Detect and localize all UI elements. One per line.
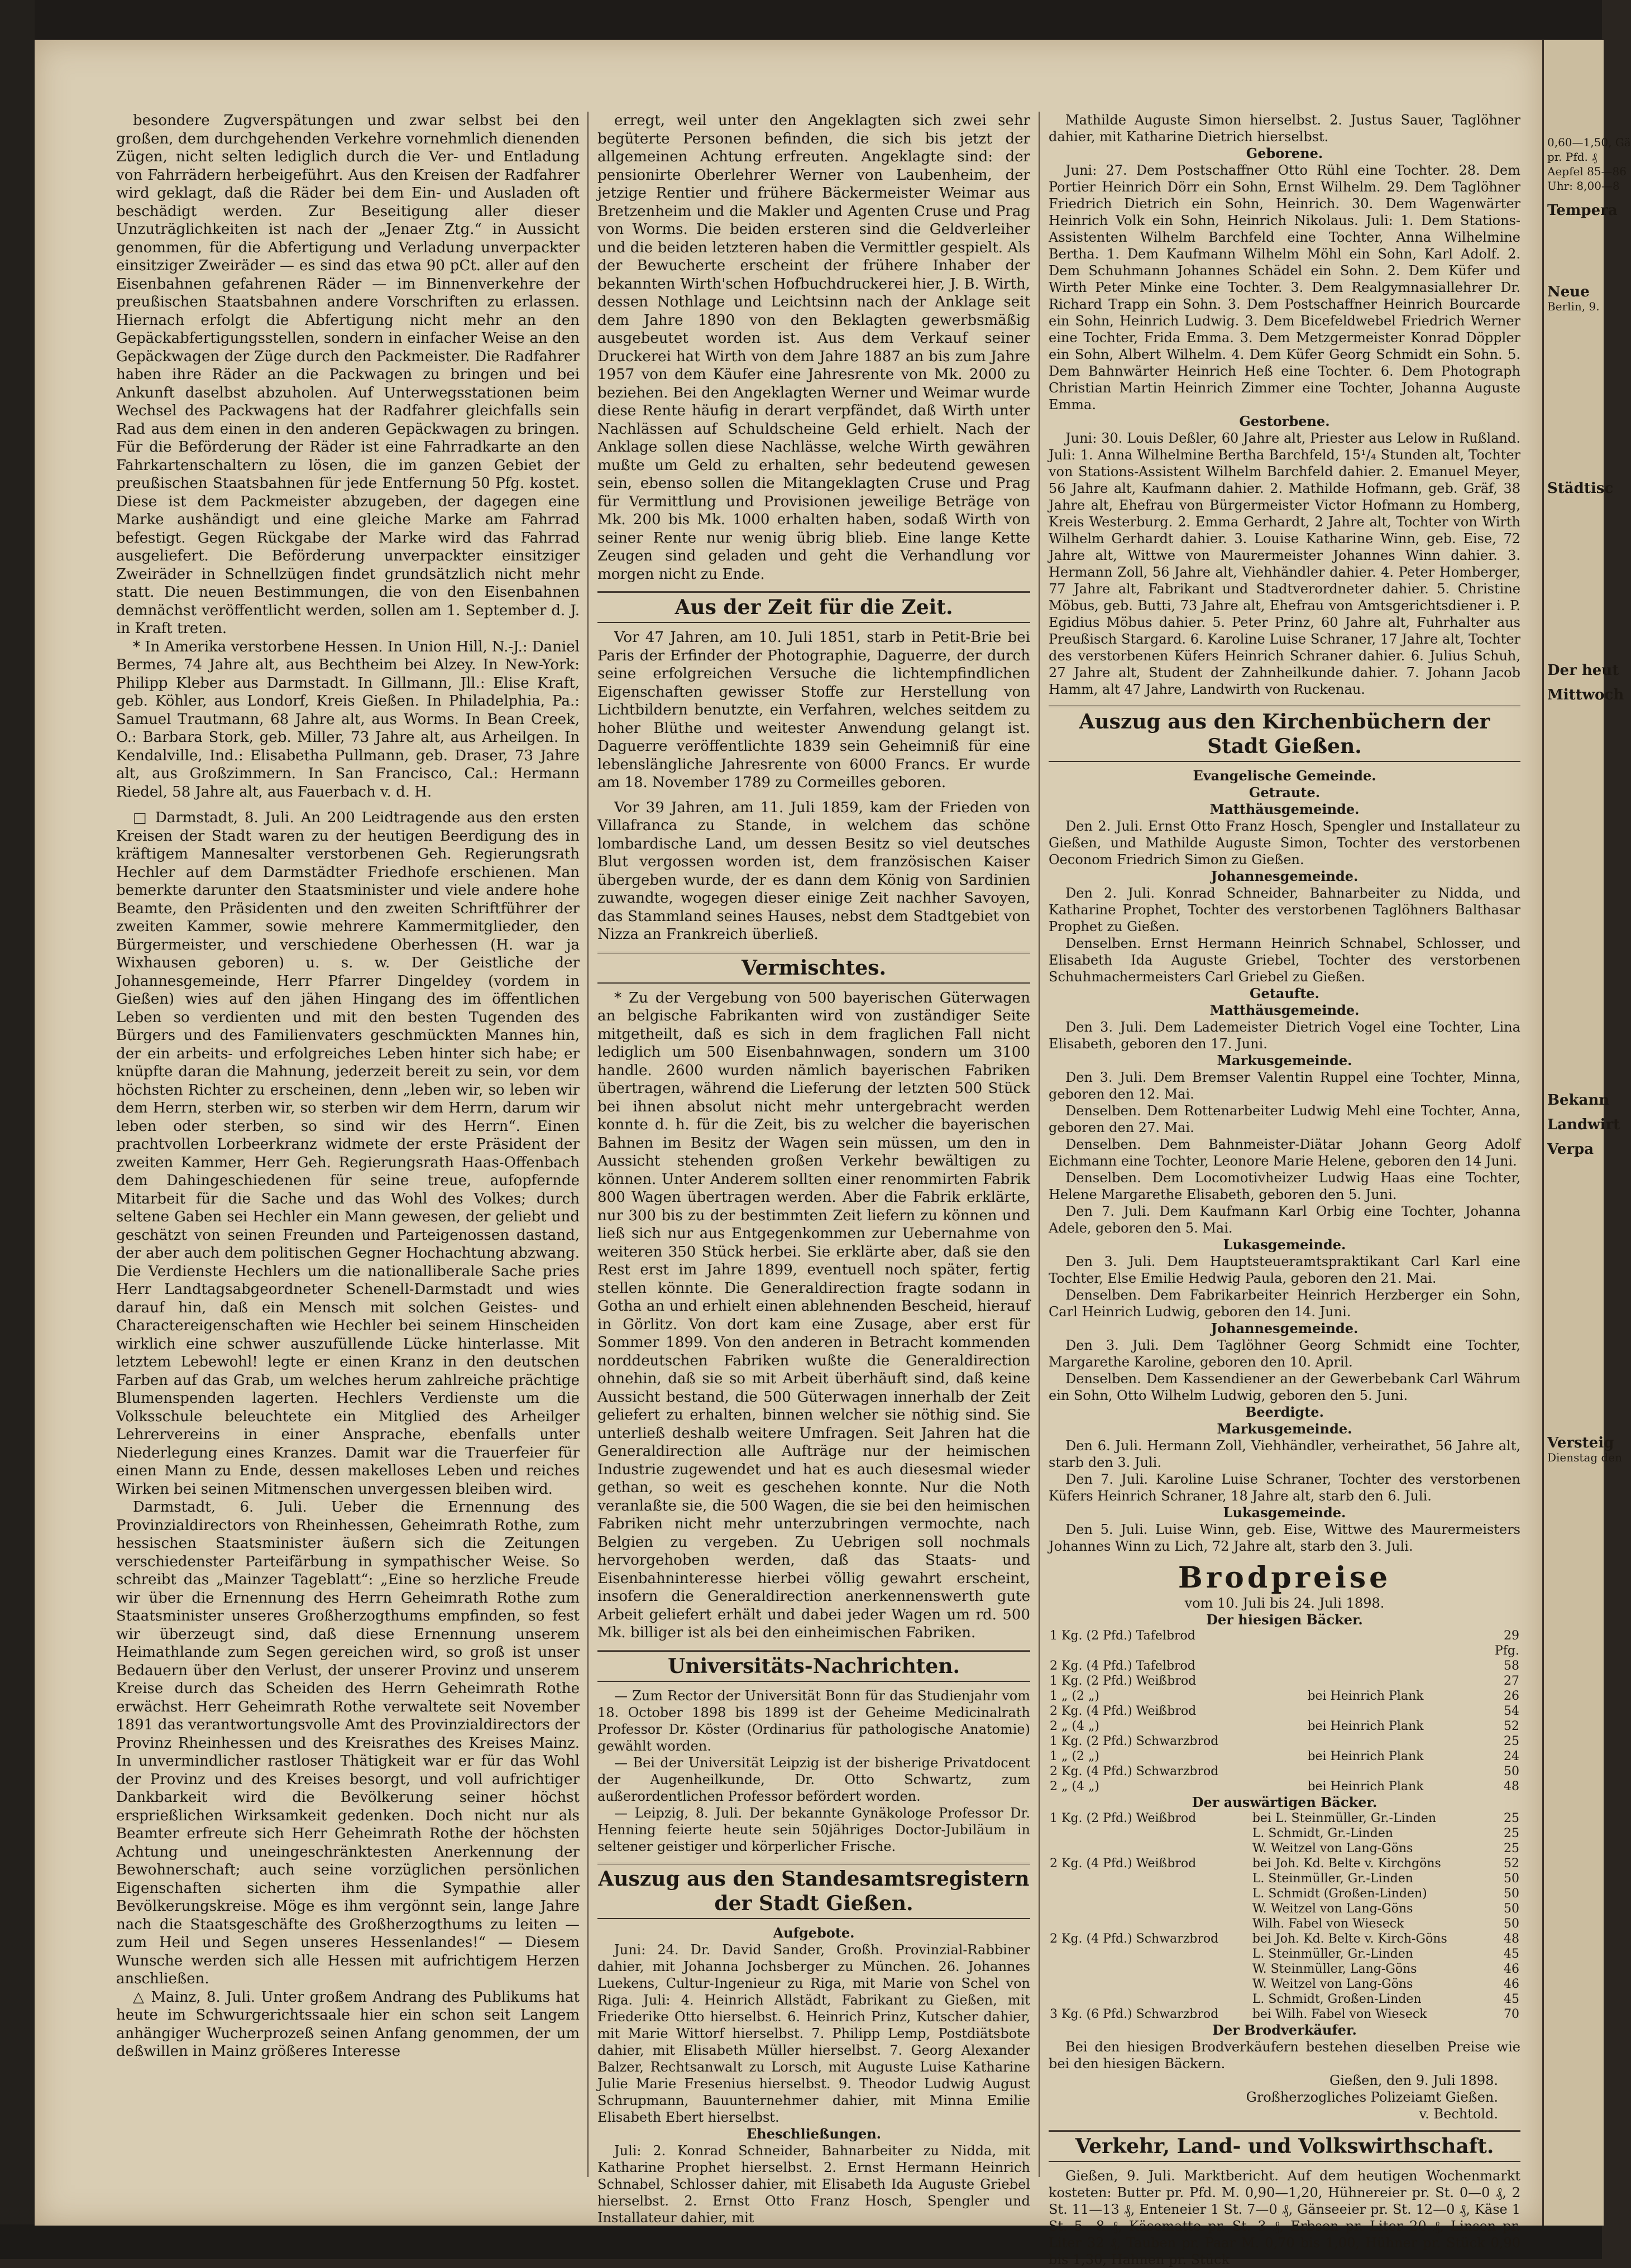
subheading: Markusgemeinde. [1217, 1421, 1352, 1437]
price-row [1049, 1674, 1520, 1689]
price-row [1049, 1811, 1520, 1826]
price-baker: L. Schmidt (Großen-Linden) [1252, 1887, 1427, 1901]
article-paragraph: Den 3. Juli. Dem Taglöhner Georg Schmidt eine Tochter, Margarethe Karoline, geboren den 10. April. [1049, 1337, 1520, 1370]
price-baker: bei Heinrich Plank [1307, 1719, 1424, 1733]
section-heading: Vermischtes. [597, 952, 1030, 984]
price-row [1049, 1719, 1520, 1734]
article-paragraph: * Zu der Vergebung von 500 bayerischen Güterwagen an belgische Fabrikanten wird von zuständiger Seite mitgetheilt, daß es sich in dem fraglichen Fall nicht lediglich um 500 Eisenbahnwagen, sondern um 3100 handle. 2600 wurden nämlich bayerischen Fabriken übertragen, während die Lieferung der letzten 500 Stück bei ihnen absolut nicht mehr untergebracht werden konnte d. h. für die Zeit, bis zu welcher die bayerischen Bahnen im Besitz der Wagen sein müssen, um den in Aussicht stehenden großen Verkehr bewältigen zu können. Unter Anderem sollten einer renommirten Fabrik 800 Wagen übertragen werden. Aber die Fabrik erklärte, nur 300 bis zu der bestimmten Zeit liefern zu können und ließ sich nur aus Entgegenkommen zur Uebernahme von weiteren 350 Stück herbei. Sie erklärte aber, daß sie den Rest erst im Jahre 1899, eventuell noch später, fertig stellen könnte. Die Generaldirection fragte sodann in Gotha an und erhielt einen ablehnenden Bescheid, hierauf in Görlitz. Von dort kam eine Zusage, aber erst für Sommer 1899. Von den anderen in Betracht kommenden norddeutschen Fabriken wußte die Generaldirection ohnehin, daß sie so mit Arbeit überhäuft sind, daß keine Aussicht bestand, die 500 Güterwagen innerhalb der Zeit geliefert zu erhalten, binnen welcher sie nöthig sind. Sie unterließ deshalb weitere Umfragen. Seit Jahren hat die Generaldirection alle Aufträge nur der heimischen Industrie zugewendet und hat es auch diesesmal wieder gethan, so weit es geschehen konnte. Nur die Noth veranlaßte sie, die 500 Wagen, die sie bei den heimischen Fabriken nicht mehr unterzubringen vermochte, nach Belgien zu vergeben. Zu Uebrigen soll nochmals hervorgehoben werden, daß das Staats- und Eisenbahninteresse hierbei völlig gewahrt erscheint, insofern die Generaldirection anerkennenswerth gute Arbeit geliefert erhält und dabei jeder Wagen um rd. 500 Mk. billiger ist als bei den einheimischen Fabriken. [597, 989, 1030, 1641]
price-item: 2 Kg. (4 Pfd.) Tafelbrod [1050, 1659, 1195, 1673]
price-row [1049, 1734, 1520, 1749]
price-value: 58 [1504, 1659, 1519, 1673]
subheading: Beerdigte. [1245, 1404, 1324, 1420]
price-row [1049, 1962, 1520, 1977]
subheading: Der Brodverkäufer. [1212, 2022, 1357, 2038]
price-value: 52 [1504, 1719, 1519, 1733]
price-baker: L. Schmidt, Gr.-Linden [1252, 1826, 1393, 1840]
signature-line: Gießen, den 9. Juli 1898. [1329, 2073, 1498, 2088]
edge-heading: Neue [1547, 284, 1590, 300]
edge-heading: Landwirt [1547, 1116, 1620, 1133]
price-item: 1 Kg. (2 Pfd.) Weißbrod [1050, 1811, 1197, 1825]
adjacent-page-strip [1542, 40, 1631, 2226]
price-row [1049, 1779, 1520, 1794]
price-item: 1 „ (2 „) [1050, 1689, 1099, 1703]
price-value: 46 [1504, 1962, 1519, 1976]
edge-text: Berlin, 9. [1547, 300, 1600, 313]
article-paragraph: Den 2. Juli. Ernst Otto Franz Hosch, Spengler und Installateur zu Gießen, und Mathilde Auguste Simon, Tochter des verstorbenen Oeconom Friedrich Simon zu Gießen. [1049, 818, 1520, 867]
price-value: 25 [1504, 1734, 1519, 1748]
signature-line: v. Bechtold. [1419, 2106, 1498, 2122]
article-paragraph: Bei den hiesigen Brodverkäufern bestehen dieselben Preise wie bei den hiesigen Bäckern. [1049, 2039, 1520, 2072]
article-paragraph: erregt, weil unter den Angeklagten sich zwei sehr begüterte Personen befinden, die sich bis jetzt der allgemeinen Achtung erfreuten. Angeklagte sind: der pensionirte Oberlehrer Werner von Laubenheim, der jetzige Rentier und frühere Bäckermeister Weimar aus Bretzenheim und die Makler und Agenten Cruse und Prag von Worms. Die beiden ersteren sind die Geldverleiher und die beiden letzteren haben die Vermittler gespielt. Als der Bewucherte erscheint der frühere Inhaber der bekannten Wirth'schen Hofbuchdruckerei hier, J. B. Wirth, dessen Nothlage und Leichtsinn nach der Anklage seit dem Jahre 1890 von den Beklagten gewerbsmäßig ausgebeutet worden ist. Aus dem Verkauf seiner Druckerei hat Wirth von dem Jahre 1887 an bis zum Jahre 1957 von dem Käufer eine Jahresrente von Mk. 2000 zu beziehen. Bei den Angeklagten Werner und Weimar wurde diese Rente häufig in derart verpfändet, daß Wirth unter Nachlässen auf Schuldscheine Geld erhielt. Nach der Anklage sollen diese Nachlässe, welche Wirth gewähren mußte um Geld zu erhalten, sehr bedeutend gewesen sein, ebenso sollen die Mitangeklagten Cruse und Prag für Vermittlung und Provisionen jeweilige Beträge von Mk. 200 bis Mk. 1000 erhalten haben, sodaß Wirth von seiner Rente nur wenig übrig blieb. Eine lange Kette Zeugen sind geladen und geht die Verhandlung vor morgen nicht zu Ende. [597, 112, 1030, 583]
price-value: 52 [1504, 1857, 1519, 1871]
subheading: Der hiesigen Bäcker. [1206, 1612, 1363, 1628]
price-row [1049, 2007, 1520, 2022]
section-heading: Universitäts-Nachrichten. [597, 1650, 1030, 1682]
edge-heading: Versteig [1547, 1435, 1614, 1451]
section-heading: Auszug aus den Kirchenbüchern der Stadt Gießen. [1049, 706, 1520, 762]
price-row [1049, 1992, 1520, 2007]
subheading: Gestorbene. [1239, 413, 1330, 429]
subheading: Geborene. [1246, 145, 1323, 161]
price-item: 2 Kg. (4 Pfd.) Weißbrod [1050, 1704, 1197, 1718]
article-paragraph: Vor 47 Jahren, am 10. Juli 1851, starb in Petit-Brie bei Paris der Erfinder der Photographie, Daguerre, der durch seine erfolgreichen Versuche die lichtempfindlichen Eigenschaften gewisser Stoffe zur Herstellung von Lichtbildern benutzte, ein Verfahren, welches seitdem zu hoher Blüthe und weitester Anwendung gelangt ist. Daguerre veröffentlichte 1839 sein Geheimniß für eine lebenslängliche Jahresrente von 6000 Francs. Er wurde am 18. November 1789 zu Cormeilles geboren. [597, 629, 1030, 791]
article-paragraph: Juni: 24. Dr. David Sander, Großh. Provinzial-Rabbiner dahier, mit Johanna Jochsberger zu München. 26. Johannes Luekens, Cultur-Ingenieur zu Riga, mit Marie von Schel von Riga. Juli: 4. Heinrich Allstädt, Fabrikant zu Gießen, mit Friederike Otto hierselbst. 6. Heinrich Prinz, Kutscher dahier, mit Marie Wittorf hierselbst. 7. Philipp Lemp, Postdiätsbote dahier, mit Elisabeth Müller hierselbst. 7. Georg Alexander Balzer, Rechtsanwalt zu Lorsch, mit Auguste Luise Katharine Julie Marie Fresenius hierselbst. 9. Theodor Ludwig August Schrupmann, Bauunternehmer dahier, mit Minna Emilie Elisabeth Ebert hierselbst. [597, 1941, 1030, 2125]
price-baker: bei L. Steinmüller, Gr.-Linden [1252, 1811, 1437, 1825]
edge-heading: Tempera [1547, 202, 1618, 219]
article-paragraph: Den 3. Juli. Dem Hauptsteueramtspraktikant Carl Karl eine Tochter, Else Emilie Hedwig Paula, geboren den 21. Mai. [1049, 1254, 1520, 1286]
price-value: 50 [1504, 1902, 1519, 1916]
price-value: 48 [1504, 1780, 1519, 1794]
article-paragraph: Vor 39 Jahren, am 11. Juli 1859, kam der Frieden von Villafranca zu Stande, in welchem das schöne lombardische Land, um dessen Besitz so viel deutsches Blut vergossen worden ist, dem französischen Kaiser übergeben wurde, der es dann dem König von Sardinien zuwandte, wogegen dieser einige Zeit nachher Savoyen, das Stammland seines Hauses, nebst dem Stadtgebiet von Nizza an Frankreich überließ. [597, 799, 1030, 943]
column-2 [597, 112, 1030, 2226]
price-baker [1306, 1764, 1485, 1779]
article-paragraph: Denselben. Dem Kassendiener an der Gewerbebank Carl Währum ein Sohn, Otto Wilhelm Ludwig, geboren den 5. Juni. [1049, 1371, 1520, 1403]
subheading: Der auswärtigen Bäcker. [1192, 1794, 1377, 1810]
price-baker [1306, 1704, 1485, 1719]
article-paragraph: Den 3. Juli. Dem Lademeister Dietrich Vogel eine Tochter, Lina Elisabeth, geboren den 17. Juni. [1049, 1019, 1520, 1052]
price-item: 2 Kg. (4 Pfd.) Weißbrod [1050, 1857, 1197, 1871]
price-baker [1306, 1734, 1485, 1749]
price-item: 2 „ (4 „) [1050, 1719, 1099, 1733]
article-paragraph: Denselben. Dem Fabrikarbeiter Heinrich Herzberger ein Sohn, Carl Heinrich Ludwig, geboren den 14. Juni. [1049, 1287, 1520, 1320]
article-paragraph: Juli: 2. Konrad Schneider, Bahnarbeiter zu Nidda, mit Katharine Prophet hierselbst. 2. Ernst Hermann Heinrich Schnabel, Schlosser dahier, mit Elisabeth Ida Auguste Griebel hierselbst. 2. Ernst Otto Franz Hosch, Spengler und Installateur dahier, mit [597, 2142, 1030, 2226]
article-paragraph: Denselben. Dem Rottenarbeiter Ludwig Mehl eine Tochter, Anna, geboren den 27. Mai. [1049, 1103, 1520, 1135]
article-paragraph: — Bei der Universität Leipzig ist der bisherige Privatdocent der Augenheilkunde, Dr. Otto Schwartz, zum außerordentlichen Professor befördert worden. [597, 1754, 1030, 1804]
price-row [1049, 1901, 1520, 1916]
price-row [1049, 1977, 1520, 1992]
edge-text: Aepfel 85—86 [1547, 165, 1627, 178]
subheading: vom 10. Juli bis 24. Juli 1898. [1184, 1595, 1385, 1611]
price-item [1049, 1962, 1251, 1977]
article-paragraph: * In Amerika verstorbene Hessen. In Union Hill, N.-J.: Daniel Bermes, 74 Jahre alt, aus Bechtheim bei Alzey. In New-York: Philipp Kleber aus Darmstadt. In Gillmann, Jll.: Elise Kraft, geb. Köhler, aus Londorf, Kreis Gießen. In Philadelphia, Pa.: Samuel Trautmann, 68 Jahre alt, aus Worms. In Bean Creek, O.: Barbara Stork, geb. Miller, 73 Jahre alt, aus Arheilgen. In Kendalville, Ind.: Elisabetha Pullmann, geb. Draser, 73 Jahre alt, aus Großzimmern. In San Francisco, Cal.: Hermann Riedel, 58 Jahre alt, aus Fauerbach v. d. H. [116, 638, 580, 800]
price-baker: bei Joh. Kd. Belte v. Kirchgöns [1252, 1857, 1441, 1871]
price-baker: bei Heinrich Plank [1307, 1780, 1424, 1794]
article-paragraph: Darmstadt, 6. Juli. Ueber die Ernennung des Provinzialdirectors von Rheinhessen, Geheimrath Rothe, zum hessischen Staatsminister äußern sich die Zeitungen verschiedenster Parteifärbung in sympathischer Weise. So schreibt das „Mainzer Tageblatt“: „Eine so herzliche Freude wir über die Ernennung des Herrn Geheimrath Rothe zum Staatsminister unseres Großherzogthums empfinden, so fest wir überzeugt sind, daß diese Ernennung unserem Heimathlande zum Segen gereichen wird, so groß ist unser Bedauern über den Verlust, der unserer Provinz und unserem Kreise durch das Scheiden des Herrn Geheimrath Rothe erwächst. Herr Geheimrath Rothe verwaltete seit November 1891 das verantwortungsvolle Amt des Provinzialdirectors der Provinz Rheinhessen und des Kreisrathes des Kreises Mainz. In unvermindlicher rastloser Thätigkeit war er für das Wohl der Provinz und des Kreises besorgt, und voll aufrichtiger Dankbarkeit wird die Bevölkerung seiner höchst ersprießlichen Wirksamkeit gedenken. Doch nicht nur als Beamter erfreute sich Herr Geheimrath Rothe der höchsten Achtung und uneingeschränktesten Anerkennung der Bewohnerschaft; auch seine vorzüglichen persönlichen Eigenschaften sicherten ihm die Sympathie aller Bevölkerungskreise. Möge es ihm vergönnt sein, lange Jahre nach die Staatsgeschäfte des Großherzogthums zu leiten — zum Heil und Segen unseres Hessenlandes!“ — Diesem Wunsche werden sich alle Hessen mit aufrichtigem Herzen anschließen. [116, 1499, 580, 1987]
price-item: 2 Kg. (4 Pfd.) Schwarzbrod [1050, 1932, 1219, 1946]
signature-line: Großherzogliches Polizeiamt Gießen. [1246, 2089, 1498, 2105]
price-value: 25 [1504, 1826, 1519, 1840]
price-value: 50 [1504, 1872, 1519, 1886]
price-value: 48 [1504, 1932, 1519, 1946]
article-paragraph: Denselben. Dem Bahnmeister-Diätar Johann Georg Adolf Eichmann eine Tochter, Leonore Marie Helene, geboren den 14 Juni. [1049, 1137, 1520, 1169]
price-row [1049, 1658, 1520, 1674]
price-item [1049, 1916, 1251, 1931]
article-paragraph: Juni: 27. Dem Postschaffner Otto Rühl eine Tochter. 28. Dem Portier Heinrich Dörr ein Sohn, Ernst Wilhelm. 29. Dem Taglöhner Friedrich Dietrich ein Sohn, Heinrich. 30. Dem Wagenwärter Heinrich Volk ein Sohn, Heinrich Nikolaus. Juli: 1. Dem Stations-Assistenten Wilhelm Barchfeld eine Tochter, Anna Wilhelmine Bertha. 1. Dem Kaufmann Wilhelm Möhl ein Sohn, Karl Adolf. 2. Dem Schuhmann Johannes Schädel ein Sohn. 2. Dem Küfer und Wirth Peter Minke eine Tochter. 3. Dem Realgymnasiallehrer Dr. Richard Trapp ein Sohn. 3. Dem Postschaffner Heinrich Bourcarde ein Sohn, Heinrich Ludwig. 3. Dem Bicefeldwebel Friedrich Werner eine Tochter, Frida Emma. 3. Dem Metzgermeister Konrad Döppler ein Sohn, Albert Wilhelm. 4. Dem Küfer Georg Schmidt ein Sohn. 5. Dem Bahnwärter Heinrich Heß eine Tochter. 6. Dem Photograph Christian Martin Heinrich Zimmer eine Tochter, Johanna Auguste Emma. [1049, 162, 1520, 413]
subheading: Getraute. [1249, 784, 1321, 800]
price-item [1049, 1992, 1251, 2007]
article-paragraph: Den 7. Juli. Karoline Luise Schraner, Tochter des verstorbenen Küfers Heinrich Schraner, 18 Jahre alt, starb den 6. Juli. [1049, 1471, 1520, 1504]
section-heading: Auszug aus den Standesamtsregistern der Stadt Gießen. [597, 1863, 1030, 1919]
price-item: 1 Kg. (2 Pfd.) Tafelbrod [1050, 1629, 1195, 1643]
price-value: 27 [1504, 1674, 1519, 1688]
price-value: 46 [1504, 1977, 1519, 1991]
column-rule [1039, 112, 1040, 2177]
article-paragraph: Den 6. Juli. Hermann Zoll, Viehhändler, verheirathet, 56 Jahre alt, starb den 3. Juli. [1049, 1438, 1520, 1470]
price-value: 70 [1504, 2007, 1519, 2021]
article-paragraph: Denselben. Dem Locomotivheizer Ludwig Haas eine Tochter, Helene Margarethe Elisabeth, geboren den 5. Juni. [1049, 1170, 1520, 1202]
price-baker: Wilh. Fabel von Wieseck [1252, 1917, 1404, 1931]
column-rule [587, 112, 589, 2177]
price-item: 2 „ (4 „) [1050, 1780, 1099, 1794]
subheading: Getaufte. [1250, 985, 1319, 1001]
price-item: 2 Kg. (4 Pfd.) Schwarzbrod [1050, 1764, 1219, 1778]
subheading: Evangelische Gemeinde. [1193, 768, 1376, 784]
edge-text: Uhr: 8,00—8 [1547, 179, 1620, 193]
price-item: 1 „ (2 „) [1050, 1749, 1099, 1763]
price-value: 45 [1504, 1947, 1519, 1961]
edge-heading: Bekann [1547, 1092, 1610, 1109]
article-paragraph: △ Mainz, 8. Juli. Unter großem Andrang des Publikums hat heute im Schwurgerichtssaale hier ein schon seit Langem anhängiger Wucherprozeß seinen Anfang genommen, der um deßwillen in Mainz größeres Interesse [116, 1988, 580, 2060]
section-heading: Verkehr, Land- und Volkswirthschaft. [1049, 2130, 1520, 2162]
subheading: Markusgemeinde. [1217, 1052, 1352, 1068]
price-value: 25 [1504, 1842, 1519, 1855]
price-item: 1 Kg. (2 Pfd.) Schwarzbrod [1050, 1734, 1219, 1748]
price-value: 50 [1504, 1887, 1519, 1901]
price-item: 1 Kg. (2 Pfd.) Weißbrod [1050, 1674, 1197, 1688]
price-baker: L. Schmidt, Großen-Linden [1252, 1992, 1422, 2006]
price-baker: bei Wilh. Fabel von Wieseck [1252, 2007, 1427, 2021]
price-baker: W. Steinmüller, Lang-Göns [1252, 1962, 1417, 1976]
article-paragraph: Den 2. Juli. Konrad Schneider, Bahnarbeiter zu Nidda, und Katharine Prophet, Tochter des verstorbenen Taglöhners Balthasar Prophet zu Gießen. [1049, 885, 1520, 934]
article-paragraph: □ Darmstadt, 8. Juli. An 200 Leidtragende aus den ersten Kreisen der Stadt waren zu der heutigen Beerdigung des in kräftigem Mannesalter verstorbenen Geh. Regierungsrath Hechler auf dem Darmstädter Friedhofe erschienen. Man bemerkte darunter den Staatsminister und viele andere hohe Beamte, den Präsidenten und den zweiten Schriftführer der zweiten Kammer, sowie mehrere Kammermitglieder, den Bürgermeister, und verschiedene Oberhessen (H. war ja Wixhausen geboren) u. s. w. Der Geistliche der Johannesgemeinde, Herr Pfarrer Dingeldey (vordem in Gießen) wies auf den jähen Hingang des im öffentlichen Leben so verdienten und mit den besten Tugenden des Bürgers und des Familienvaters geschmückten Mannes hin, der ein arbeits- und erfolgreiches Leben hinter sich habe; er knüpfte daran die Mahnung, jederzeit bereit zu sein, vor dem höchsten Richter zu erscheinen, denn „leben wir, so leben wir dem Herrn, sterben wir, so sterben wir dem Herrn, darum wir leben oder sterben, so sind wir des Herrn“. Einen prachtvollen Lorbeerkranz widmete der erste Präsident der zweiten Kammer, Herr Geh. Regierungsrath Haas-Offenbach dem Dahingeschiedenen für seine treue, aufopfernde Mitarbeit für die Sache und das Wohl des Volkes; durch seltene Gaben sei Hechler ein Mann gewesen, der geliebt und geschätzt von seinen Freunden und Parteigenossen dastand, der aber auch dem politischen Gegner Hochachtung abzwang. Die Verdienste Hechlers um die nationalliberale Sache pries Herr Landtagsabgeordneter Schenell-Darmstadt und wies darauf hin, daß ein Mensch mit solchen Geistes- und Charactereigenschaften wie Hechler bei seinem Hinscheiden wirklich eine schwer auszufüllende Lücke hinterlasse. Mit letztem Lebewohl! legte er einen Kranz in den deutschen Farben auf das Grab, um welches herum zahlreiche prächtige Blumenspenden lagerten. Hechlers Verdienste um die Volksschule beleuchtete ein Mitglied des Arheilger Lehrervereins in einer Ansprache, ebenfalls unter Niederlegung eines Kranzes. Damit war die Trauerfeier für einen Mann zu Ende, dessen makelloses Leben und reiches Wirken bei seinen Mitmenschen unvergessen bleiben wird. [116, 809, 580, 1498]
section-heading: Aus der Zeit für die Zeit. [597, 591, 1030, 623]
price-item [1049, 1946, 1251, 1962]
price-baker: L. Steinmüller, Gr.-Linden [1252, 1872, 1413, 1886]
price-value: 45 [1504, 1992, 1519, 2006]
price-value: 50 [1504, 1764, 1519, 1778]
price-row [1049, 1871, 1520, 1886]
article-paragraph: Den 5. Juli. Luise Winn, geb. Eise, Wittwe des Maurermeisters Johannes Winn zu Lich, 72 Jahre alt, starb den 3. Juli. [1049, 1522, 1520, 1554]
price-item [1049, 1901, 1251, 1916]
price-item [1049, 1886, 1251, 1901]
article-paragraph: Juni: 30. Louis Deßler, 60 Jahre alt, Priester aus Lelow in Rußland. Juli: 1. Anna Wilhelmine Bertha Barchfeld, 15¹/₄ Stunden alt, Tochter von Stations-Assistent Wilhelm Barchfeld dahier. 2. Emanuel Meyer, 56 Jahre alt, Kaufmann dahier. 2. Mathilde Hofmann, geb. Gräf, 38 Jahre alt, Ehefrau von Bürgermeister Victor Hofmann zu Homberg, Kreis Westerburg. 2. Emma Gerhardt, 2 Jahre alt, Tochter von Wirth Wilhelm Gerhardt dahier. 3. Louise Katharine Winn, geb. Eise, 72 Jahre alt, Wittwe von Maurermeister Johannes Winn dahier. 3. Hermann Zoll, 56 Jahre alt, Viehhändler dahier. 4. Peter Homberger, 77 Jahre alt, Fabrikant und Stadtverordneter dahier. 5. Christine Möbus, geb. Butti, 73 Jahre alt, Ehefrau von Amtsgerichtsdiener i. P. Egidius Möbus dahier. 5. Peter Prinz, 60 Jahre alt, Fuhrhalter aus Preußisch Stargard. 6. Karoline Luise Schraner, 17 Jahre alt, Tochter des verstorbenen Küfers Heinrich Schraner dahier. 6. Julius Schuh, 27 Jahre alt, Student der Zahnheilkunde dahier. 7. Johann Jacob Hamm, alt 47 Jahre, Landwirth von Ruckenau. [1049, 430, 1520, 697]
price-row [1049, 1704, 1520, 1719]
price-row [1049, 1841, 1520, 1856]
subheading: Lukasgemeinde. [1223, 1236, 1346, 1253]
article-paragraph: besondere Zugverspätungen und zwar selbst bei den großen, dem durchgehenden Verkehre vornehmlich dienenden Zügen, nicht selten lediglich durch die Ver- und Entladung von Fahrrädern herbeigeführt. Aus den Kreisen der Radfahrer wird geklagt, daß die Räder bei dem Ein- und Ausladen oft beschädigt werden. Zur Beseitigung aller dieser Unzuträglichkeiten ist nach der „Jenaer Ztg.“ in Aussicht genommen, für die Abfertigung und Verladung unverpackter einsitziger Zweiräder — es sind das etwa 90 pCt. aller auf den Eisenbahnen gefahrenen Räder — im Binnenverkehre der preußischen Staatsbahnen andere Vorschriften zu erlassen. Hiernach erfolgt die Abfertigung nicht mehr an den Gepäckabfertigungsstellen, sondern in einfacher Weise an den Gepäckwagen der Züge durch den Packmeister. Die Radfahrer haben ihre Räder an die Packwagen zu bringen und bei Ankunft daselbst abzuholen. Auf Unterwegsstationen beim Wechsel des Packwagens hat der Radfahrer gleichfalls sein Rad aus dem einen in den anderen Gepäckwagen zu bringen. Für die Beförderung der Räder ist eine Fahrradkarte an den Fahrkartenschaltern zu lösen, die im ganzen Gebiet der preußischen Staatsbahnen für jede Entfernung 50 Pfg. kostet. Diese ist dem Packmeister abzugeben, der dagegen eine Marke aushändigt und eine gleiche Marke am Fahrrad befestigt. Gegen Rückgabe der Marke wird das Fahrrad ausgeliefert. Die Beförderung unverpackter einsitziger Zweiräder in Schnellzügen findet grundsätzlich nicht mehr statt. Die neuen Bestimmungen, die von den Eisenbahnen demnächst veröffentlicht werden, sollen am 1. September d. J. in Kraft treten. [116, 112, 580, 637]
column-3 [1049, 112, 1520, 2267]
price-table-outside [1049, 1811, 1520, 2022]
subheading: Lukasgemeinde. [1223, 1504, 1346, 1521]
article-paragraph: Denselben. Ernst Hermann Heinrich Schnabel, Schlosser, und Elisabeth Ida Auguste Griebel, Tochter des verstorbenen Schuhmachermeisters Carl Griebel zu Gießen. [1049, 936, 1520, 985]
price-item [1049, 1977, 1251, 1992]
subheading: Aufgebote. [773, 1924, 855, 1941]
price-row [1049, 1856, 1520, 1871]
price-value: 26 [1504, 1689, 1519, 1703]
price-value: 50 [1504, 1917, 1519, 1931]
price-item [1049, 1826, 1251, 1841]
price-value: 54 [1504, 1704, 1519, 1718]
price-value: 25 [1504, 1811, 1519, 1825]
scan-border-top [0, 0, 1602, 39]
price-row [1049, 1916, 1520, 1931]
price-baker: L. Steinmüller, Gr.-Linden [1252, 1947, 1413, 1961]
article-paragraph: Mathilde Auguste Simon hierselbst. 2. Justus Sauer, Taglöhner dahier, mit Katharine Dietrich hierselbst. [1049, 112, 1520, 145]
price-row [1049, 1826, 1520, 1841]
article-paragraph: Den 7. Juli. Dem Kaufmann Karl Orbig eine Tochter, Johanna Adele, geboren den 5. Mai. [1049, 1203, 1520, 1236]
price-baker: W. Weitzel von Lang-Göns [1252, 1902, 1413, 1916]
subheading: Matthäusgemeinde. [1209, 1002, 1360, 1018]
price-row [1049, 1749, 1520, 1764]
edge-heading: Der heut [1547, 662, 1619, 679]
price-baker: W. Weitzel von Lang-Göns [1252, 1842, 1413, 1855]
subheading: Johannesgemeinde. [1211, 868, 1359, 884]
edge-heading: Städtisc [1547, 480, 1614, 497]
price-baker: W. Weitzel von Lang-Göns [1252, 1977, 1413, 1991]
price-row [1049, 1689, 1520, 1704]
price-value: 24 [1504, 1749, 1519, 1763]
price-baker [1306, 1658, 1485, 1674]
price-item [1049, 1871, 1251, 1886]
article-paragraph: Gießen, 9. Juli. Marktbericht. Auf dem heutigen Wochenmarkt kosteten: Butter pr. Pfd. M. 0,90—1,20, Hühnereier pr. St. 0—0 ₰, 2 St. 11—13 ₰, Enteneier 1 St. 7—0 ₰, Gänseeier pr. St. 12—0 ₰, Käse 1 St. 5—8 ₰, Käsematte pr. St. 3 ₰, Erbsen pr. Liter 20 ₰, Linsen pr. Liter 32 ₰, Tauben pr. Paar M. 0,70 bis 1,00, Hühner pr. Stück 0,90 bis 1,30, Hahnen pr. Stück [1049, 2168, 1520, 2267]
edge-heading: Verpa [1547, 1141, 1594, 1158]
price-row [1049, 1946, 1520, 1962]
price-table-local [1049, 1628, 1520, 1794]
subheading: Eheschließungen. [746, 2125, 882, 2142]
scan-border-left [0, 0, 35, 2259]
article-paragraph: Den 3. Juli. Dem Bremser Valentin Ruppel eine Tochter, Minna, geboren den 12. Mai. [1049, 1070, 1520, 1102]
article-paragraph: — Zum Rector der Universität Bonn für das Studienjahr vom 18. October 1898 bis 1899 ist der Geheime Medicinalrath Professor Dr. Köster (Ordinarius für pathologische Anatomie) gewählt worden. [597, 1687, 1030, 1754]
price-row [1049, 1931, 1520, 1946]
edge-text: Dienstag den [1547, 1451, 1623, 1464]
price-baker: bei Heinrich Plank [1307, 1689, 1424, 1703]
price-row [1049, 1886, 1520, 1901]
subheading: Johannesgemeinde. [1211, 1320, 1359, 1336]
price-baker [1306, 1674, 1485, 1689]
edge-text: pr. Pfd. ₰ [1547, 150, 1597, 164]
price-baker: bei Joh. Kd. Belte v. Kirch-Göns [1252, 1932, 1447, 1946]
bread-prices-heading: Brodpreise [1178, 1561, 1391, 1595]
price-item [1049, 1841, 1251, 1856]
article-paragraph: — Leipzig, 8. Juli. Der bekannte Gynäkologe Professor Dr. Henning feierte heute sein 50jähriges Doctor-Jubiläum in seltener geistiger und körperlicher Frische. [597, 1805, 1030, 1854]
column-1 [116, 112, 580, 2177]
price-value: 29 Pfg. [1494, 1629, 1519, 1658]
price-baker: bei Heinrich Plank [1307, 1749, 1424, 1763]
price-row [1049, 1628, 1520, 1658]
edge-heading: Mittwoch [1547, 687, 1624, 703]
price-item: 3 Kg. (6 Pfd.) Schwarzbrod [1050, 2007, 1219, 2021]
price-baker [1306, 1628, 1485, 1658]
subheading: Matthäusgemeinde. [1209, 801, 1360, 817]
price-row [1049, 1764, 1520, 1779]
edge-text: 0,60—1,50, Gä [1547, 136, 1631, 149]
